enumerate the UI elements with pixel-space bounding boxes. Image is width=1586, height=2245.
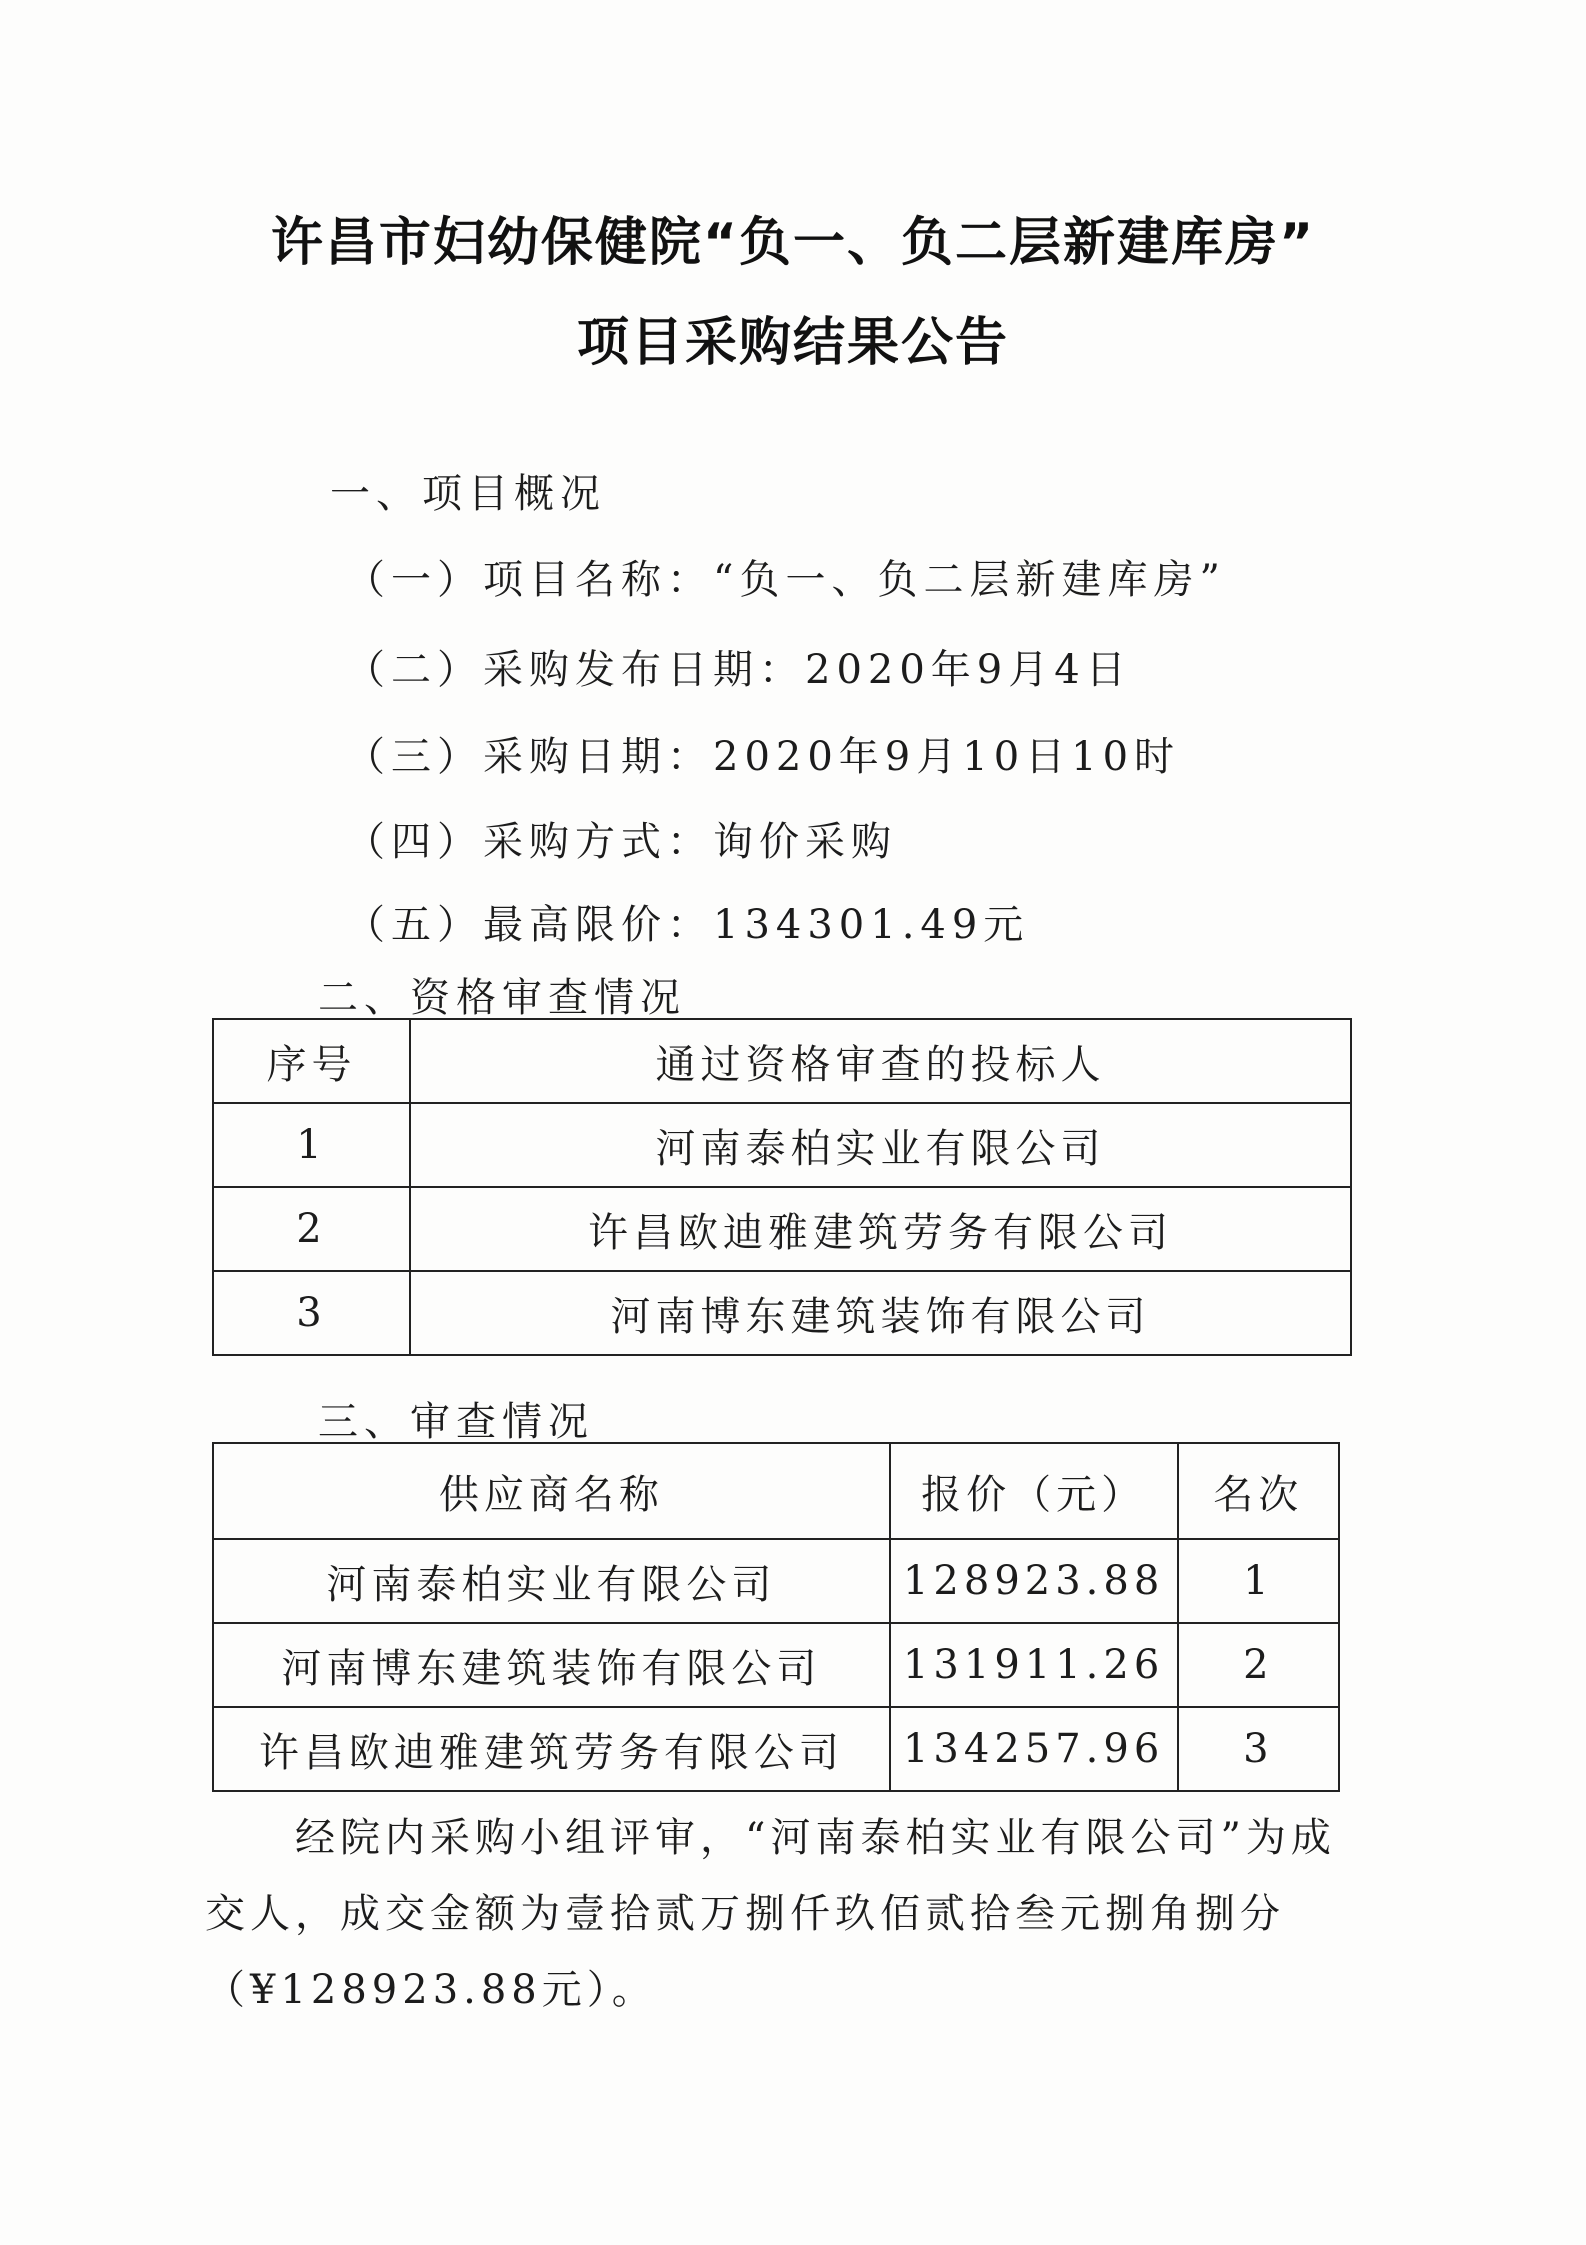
- section-1-heading: 一、项目概况: [330, 471, 606, 517]
- procurement-method-item: （四）采购方式：询价采购: [345, 819, 897, 865]
- qualified-bidders-table: [212, 1018, 1352, 1356]
- conclusion-text: 经院内采购小组评审，“河南泰柏实业有限公司”为成交人，成交金额为壹拾贰万捌仟玖佰贰拾叁元捌角捌分（¥128923.88元）。: [205, 1815, 1336, 2013]
- document-title-line-2: 项目采购结果公告: [576, 313, 1009, 373]
- header-supplier-name: 供应商名称: [213, 1443, 890, 1539]
- publish-date-item: （二）采购发布日期：2020年9月4日: [345, 647, 1132, 693]
- bidder-name-cell: 河南博东建筑装饰有限公司: [410, 1271, 1351, 1355]
- project-name-item: （一）项目名称：“负一、负二层新建库房”: [345, 557, 1226, 603]
- bidder-name-cell: 许昌欧迪雅建筑劳务有限公司: [410, 1187, 1351, 1271]
- serial-number-cell: 1: [213, 1103, 410, 1187]
- conclusion-paragraph: [205, 1800, 1340, 2028]
- table-header-row: [213, 1443, 1339, 1539]
- rank-cell: 1: [1178, 1539, 1339, 1623]
- table-header-row: [213, 1019, 1351, 1103]
- section-2-heading: 二、资格审查情况: [318, 975, 686, 1021]
- price-cell: 128923.88: [890, 1539, 1178, 1623]
- table-row: [213, 1623, 1339, 1707]
- section-3-heading: 三、审查情况: [318, 1399, 594, 1445]
- serial-number-cell: 2: [213, 1187, 410, 1271]
- document-title-line-1: 许昌市妇幼保健院“负一、负二层新建库房”: [270, 213, 1316, 273]
- header-rank: 名次: [1178, 1443, 1339, 1539]
- header-qualified-bidder: 通过资格审查的投标人: [410, 1019, 1351, 1103]
- rank-cell: 2: [1178, 1623, 1339, 1707]
- table-row: [213, 1103, 1351, 1187]
- serial-number-cell: 3: [213, 1271, 410, 1355]
- header-quoted-price: 报价（元）: [890, 1443, 1178, 1539]
- supplier-name-cell: 许昌欧迪雅建筑劳务有限公司: [213, 1707, 890, 1791]
- table-row: [213, 1707, 1339, 1791]
- header-serial-number: 序号: [213, 1019, 410, 1103]
- max-price-item: （五）最高限价：134301.49元: [345, 902, 1030, 948]
- price-cell: 134257.96: [890, 1707, 1178, 1791]
- supplier-name-cell: 河南博东建筑装饰有限公司: [213, 1623, 890, 1707]
- review-results-table: [212, 1442, 1340, 1792]
- price-cell: 131911.26: [890, 1623, 1178, 1707]
- table-row: [213, 1271, 1351, 1355]
- table-row: [213, 1539, 1339, 1623]
- rank-cell: 3: [1178, 1707, 1339, 1791]
- bidder-name-cell: 河南泰柏实业有限公司: [410, 1103, 1351, 1187]
- procurement-date-item: （三）采购日期：2020年9月10日10时: [345, 734, 1181, 780]
- supplier-name-cell: 河南泰柏实业有限公司: [213, 1539, 890, 1623]
- table-row: [213, 1187, 1351, 1271]
